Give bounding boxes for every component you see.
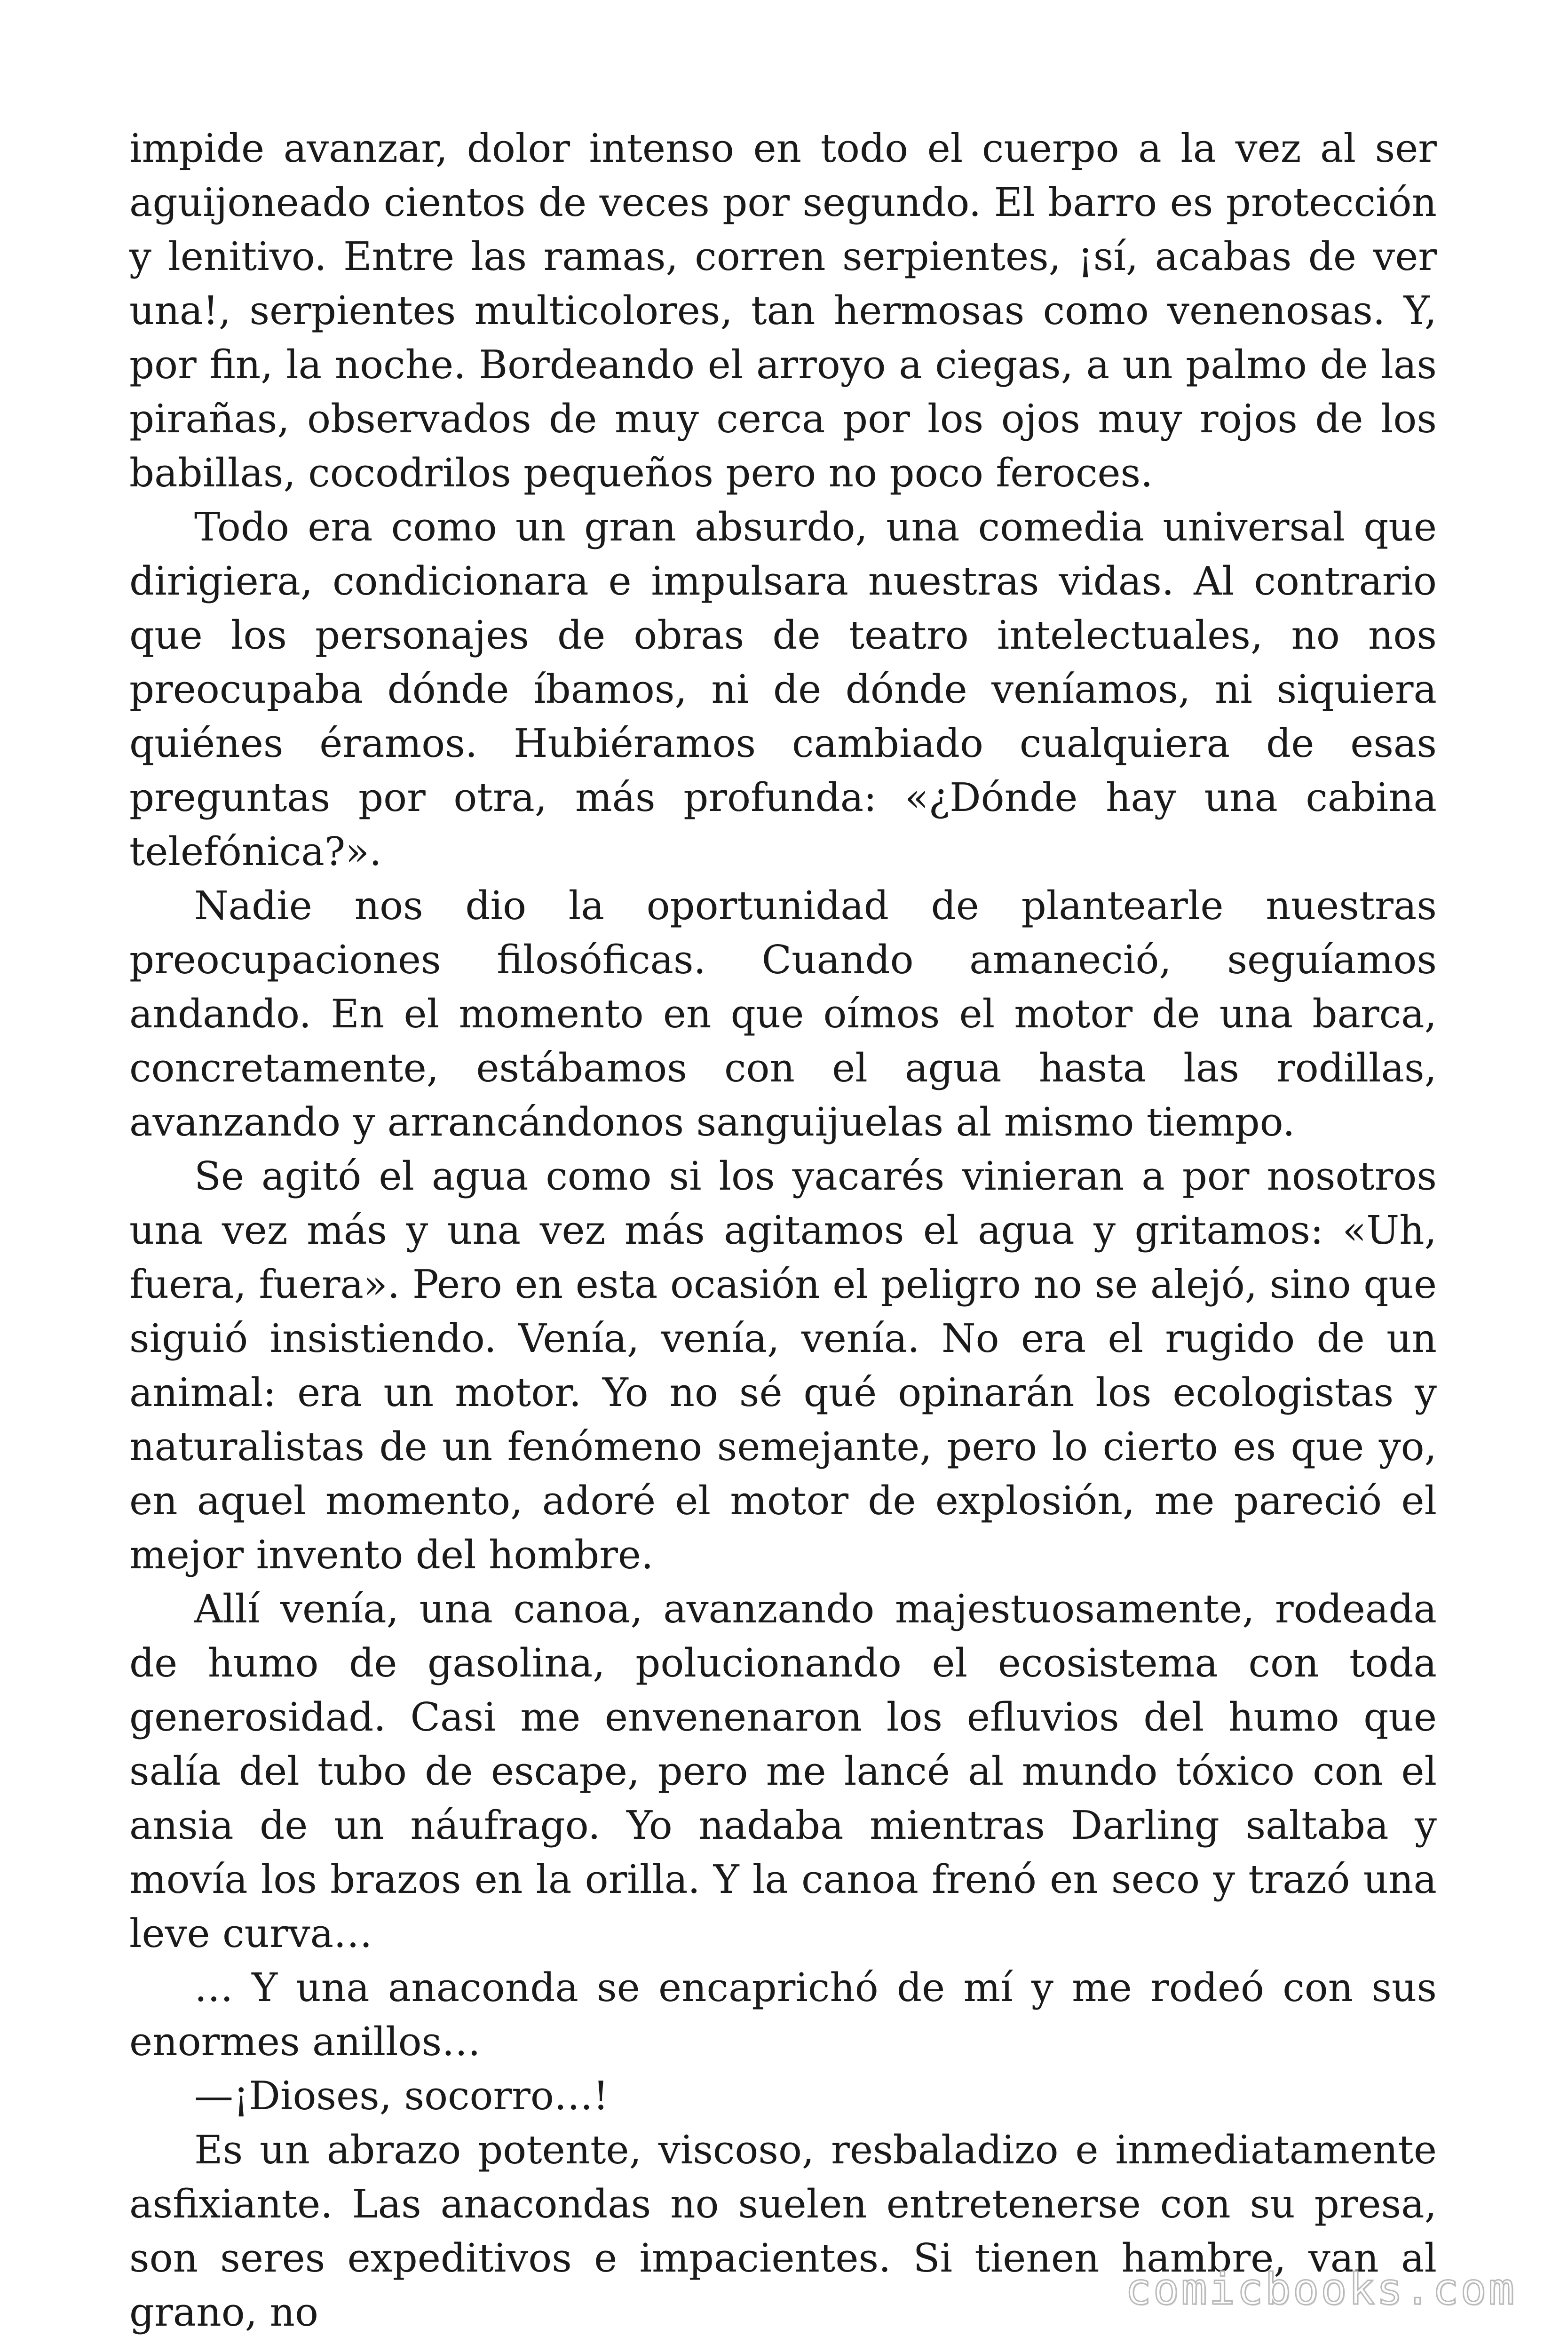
body-text <box>129 121 1437 2339</box>
paragraph-continued: impide avanzar, dolor intenso en todo el cuerpo a la vez al ser aguijoneado cientos de veces por segundo. El barro es protección y lenitivo. Entre las ramas, corren serpientes, ¡sí, acabas de ver una!, serpientes multicolores, tan hermosas como venenosas. Y, por fin, la noche. Bordeando el arroyo a ciegas, a un palmo de las pirañas, observados de muy cerca por los ojos muy rojos de los babillas, cocodrilos pequeños pero no poco feroces. <box>129 126 1437 496</box>
paragraph: Allí venía, una canoa, avanzando majestuosamente, rodeada de humo de gasolina, polucionando el ecosistema con toda generosidad. Casi me envenenaron los efluvios del humo que salía del tubo de escape, pero me lancé al mundo tóxico con el ansia de un náufrago. Yo nadaba mientras Darling saltaba y movía los brazos en la orilla. Y la canoa frenó en seco y trazó una leve curva… <box>129 1586 1437 1956</box>
paragraph: Todo era como un gran absurdo, una comedia universal que dirigiera, condicionara e impulsara nuestras vidas. Al contrario que los personajes de obras de teatro intelectuales, no nos preocupaba dónde íbamos, ni de dónde veníamos, ni siquiera quiénes éramos. Hubiéramos cambiado cualquiera de esas preguntas por otra, más profunda: «¿Dónde hay una cabina telefónica?». <box>129 504 1437 874</box>
paragraph: Se agitó el agua como si los yacarés vinieran a por nosotros una vez más y una vez más agitamos el agua y gritamos: «Uh, fuera, fuera». Pero en esta ocasión el peligro no se alejó, sino que siguió insistiendo. Venía, venía, venía. No era el rugido de un animal: era un motor. Yo no sé qué opinarán los ecologistas y naturalistas de un fenómeno semejante, pero lo cierto es que yo, en aquel momento, adoré el motor de explosión, me pareció el mejor invento del hombre. <box>129 1153 1437 1578</box>
paragraph: … Y una anaconda se encaprichó de mí y me rodeó con sus enormes anillos… <box>129 1965 1437 2065</box>
paragraph: Es un abrazo potente, viscoso, resbaladizo e inmediatamente asfixiante. Las anacondas no suelen entretenerse con su presa, son seres expeditivos e impacientes. Si tienen hambre, van al grano, no <box>129 2127 1437 2335</box>
watermark: comicbooks.com <box>1125 2264 1516 2314</box>
dialogue-line: —¡Dioses, socorro…! <box>194 2073 609 2119</box>
paragraph: Nadie nos dio la oportunidad de plantearle nuestras preocupaciones filosóficas. Cuando amaneció, seguíamos andando. En el momento en que oímos el motor de una barca, concretamente, estábamos con el agua hasta las rodillas, avanzando y arrancándonos sanguijuelas al mismo tiempo. <box>129 883 1437 1145</box>
